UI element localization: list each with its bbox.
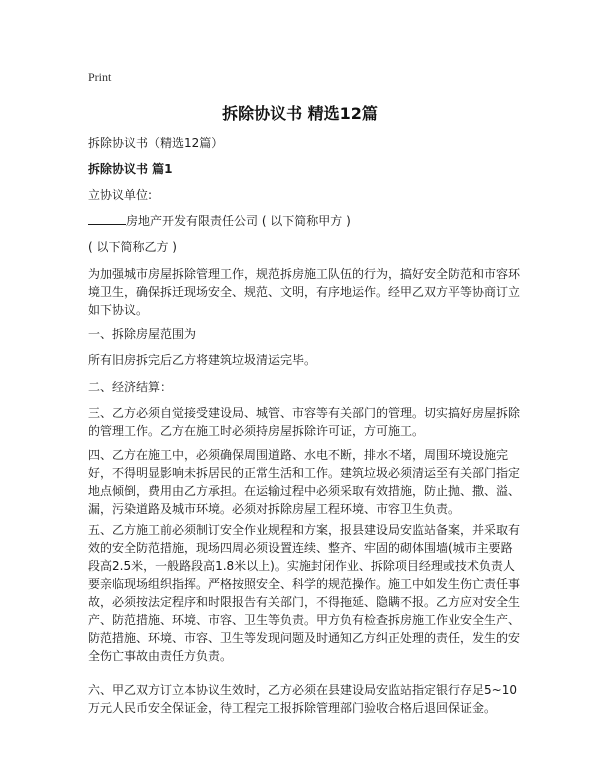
clause-4-paragraph: 四、乙方在施工中，必须确保周围道路、水电不断，排水不堵，周围环境设施完好，不得明显影响未拆居民的正常生活和工作。建筑垃圾必须清运至有关部门指定地点倾倒，费用由乙方承担。在运输过程中必须采取有效措施，防止抛、撒、溢、漏，污染道路及城市环境。必须对拆除房屋工程环境、市容卫生负责。 xyxy=(88,448,521,516)
blank-underline xyxy=(88,212,126,225)
print-label: Print xyxy=(88,70,112,84)
party-a-line xyxy=(88,212,520,230)
party-b-line: ( 以下简称乙方 ) xyxy=(88,240,177,254)
intro-paragraph: 为加强城市房屋拆除管理工作，规范拆房施工队伍的行为，搞好安全防范和市容环境卫生，确保拆迁现场安全、规范、文明，有序地运作。经甲乙双方平等协商订立如下协议。 xyxy=(88,267,521,317)
clause-2-heading: 二、经济结算： xyxy=(88,380,173,394)
subtitle: 拆除协议书（精选12篇） xyxy=(88,136,224,150)
document-title: 拆除协议书 精选12篇 xyxy=(222,104,378,123)
clause-3-paragraph: 三、乙方必须自觉接受建设局、城管、市容等有关部门的管理。切实搞好房屋拆除的管理工作。乙方在施工时必须持房屋拆除许可证，方可施工。 xyxy=(88,406,521,438)
clause-5-paragraph: 五、乙方施工前必须制订安全作业规程和方案，报县建设局安监站备案，并采取有效的安全防范措施，现场四周必须设置连续、整齐、牢固的砌体围墙(城市主要路段高2.5米，一般路段高1.8米以上)。实施封闭作业、拆除项目经理或技术负责人要亲临现场组织指挥。严格按照安全、科学的规范操作。施工中如发生伤亡责任事故，必须按法定程序和时限报告有关部门，不得拖延、隐瞒不报。乙方应对安全生产、防范措施、环境、市容、卫生等负责。甲方负有检查拆房施工作业安全生产、防范措施、环境、市容、卫生等发现问题及时通知乙方纠正处理的责任，发生的安全伤亡事故由责任方负责。 xyxy=(88,523,521,663)
party-a-text: 房地产开发有限责任公司 ( 以下简称甲方 ) xyxy=(126,214,351,228)
section-heading: 拆除协议书 篇1 xyxy=(88,162,173,176)
signer-label: 立协议单位: xyxy=(88,188,153,202)
clause-1-heading: 一、拆除房屋范围为 xyxy=(88,327,197,341)
clause-1-text: 所有旧房拆完后乙方将建筑垃圾清运完毕。 xyxy=(88,353,317,367)
clause-6-paragraph: 六、甲乙双方订立本协议生效时，乙方必须在县建设局安监站指定银行存足5~10万元人民币安全保证金，待工程完工报拆除管理部门验收合格后退回保证金。 xyxy=(88,683,517,715)
